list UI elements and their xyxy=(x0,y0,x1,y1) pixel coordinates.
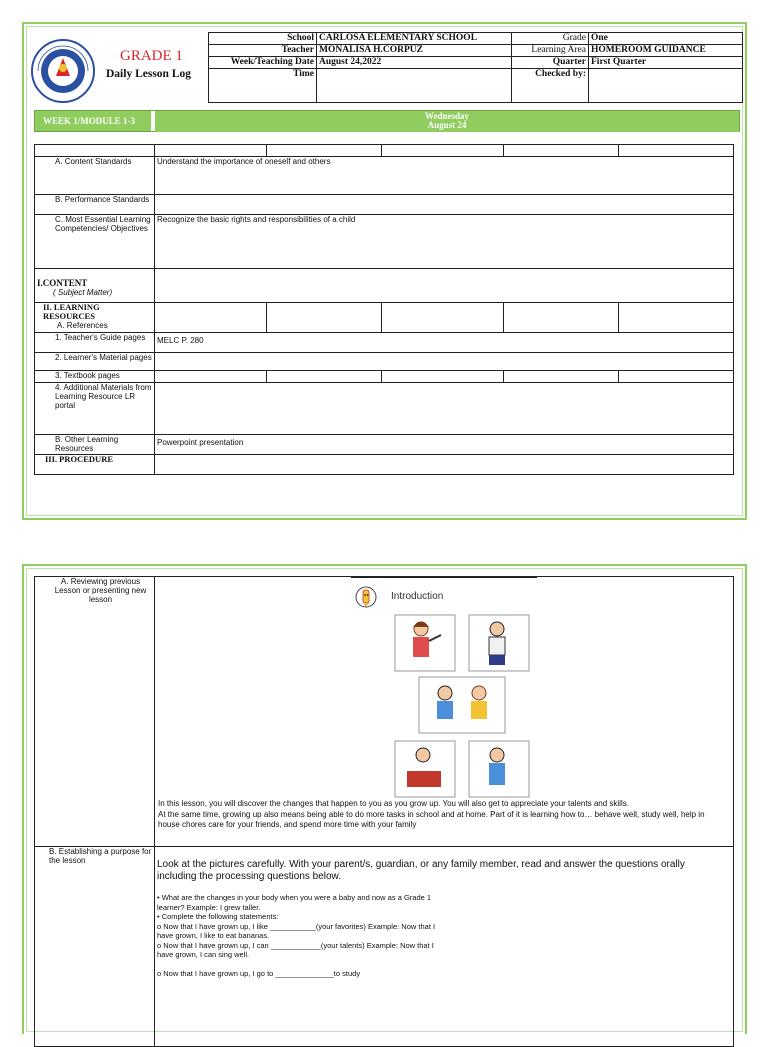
teachers-guide-value: MELC P. 280 xyxy=(155,333,734,353)
purpose-list-item: • What are the changes in your body when you were a baby and now as a Grade 1 learner? Example: I grew taller. xyxy=(157,893,432,912)
teachers-guide-label: 1. Teacher's Guide pages xyxy=(35,333,155,353)
purpose-list xyxy=(157,893,447,978)
introduction-text: In this lesson, you will discover the changes that happen to you as you grow up. You will also get to appreciate your talents and skills. At the same time, growing up also means being able to do more tasks in school and at home. Part of it is learning how to… behave well, study well, help in house chores care for your friends, and spend more time with your family xyxy=(158,799,705,829)
learning-resources-label: II. LEARNING RESOURCES xyxy=(43,302,100,321)
pencil-mascot-icon xyxy=(355,586,377,608)
procedure-label: III. PROCEDURE xyxy=(35,455,155,475)
intro-header xyxy=(351,577,537,610)
week-module-bar xyxy=(34,110,740,132)
checked-by-label: Checked by: xyxy=(512,69,589,103)
procedure-table xyxy=(34,576,734,1047)
school-label: School xyxy=(209,33,317,45)
grade-title: GRADE 1 xyxy=(120,48,183,64)
week-date-value: August 24,2022 xyxy=(317,57,512,69)
content-label-cell xyxy=(35,269,155,303)
grade-label: Grade xyxy=(512,33,589,45)
learners-material-label: 2. Learner's Material pages xyxy=(35,353,155,371)
kids-illustrations xyxy=(393,613,533,799)
other-resources-value: Powerpoint presentation xyxy=(155,435,734,455)
time-label: Time xyxy=(209,69,317,103)
establishing-purpose-cell xyxy=(155,847,734,1047)
lesson-log-page-1 xyxy=(22,22,747,520)
textbook-pages-label: 3. Textbook pages xyxy=(35,371,155,383)
learning-area-value: HOMEROOM GUIDANCE xyxy=(589,45,743,57)
performance-standards-value xyxy=(155,195,734,215)
competencies-label: C. Most Essential Learning Competencies/ Objectives xyxy=(35,215,155,269)
grade-value: One xyxy=(589,33,743,45)
additional-materials-label: 4. Additional Materials from Learning Resource LR portal xyxy=(35,383,155,435)
teacher-value: MONALISA H.CORPUZ xyxy=(317,45,512,57)
content-standards-value: Understand the importance of oneself and others xyxy=(155,157,734,195)
blank-cell xyxy=(35,145,155,157)
learning-area-label: Learning Area xyxy=(512,45,589,57)
quarter-label: Quarter xyxy=(512,57,589,69)
daily-lesson-log-subtitle: Daily Lesson Log xyxy=(106,68,191,80)
date-label: August 24 xyxy=(427,120,467,130)
performance-standards-label: B. Performance Standards xyxy=(35,195,155,215)
school-value: CARLOSA ELEMENTARY SCHOOL xyxy=(317,33,512,45)
purpose-list-item: o Now that I have grown up, I can ____________(your talents) Example: Now that I have grown, I can sing well. xyxy=(157,940,434,959)
quarter-value: First Quarter xyxy=(589,57,743,69)
learning-resources-label-cell xyxy=(35,303,155,333)
lesson-content-table xyxy=(34,144,734,475)
deped-seal-logo xyxy=(30,38,96,104)
introduction-title: Introduction xyxy=(391,591,444,602)
day-date-header xyxy=(155,111,739,132)
reviewing-lesson-label: A. Reviewing previous Lesson or presenting new lesson xyxy=(35,577,155,847)
time-value xyxy=(317,69,512,103)
references-label: A. References xyxy=(57,321,108,330)
checked-by-value xyxy=(589,69,743,103)
establishing-purpose-label: B. Establishing a purpose for the lesson xyxy=(35,847,155,1047)
purpose-list-item: o Now that I have grown up, I go to ______________to study xyxy=(157,968,361,978)
content-label: I.CONTENT xyxy=(37,278,88,288)
purpose-list-item: o Now that I have grown up, I like ___________(your favorites) Example: Now that I have grown, I like to eat bananas. xyxy=(157,921,436,940)
teacher-label: Teacher xyxy=(209,45,317,57)
week-module-label: WEEK 1/MODULE 1-3 xyxy=(35,111,151,131)
purpose-list-item xyxy=(157,960,447,969)
week-date-label: Week/Teaching Date xyxy=(209,57,317,69)
introduction-cell xyxy=(155,577,734,847)
purpose-list-item: • Complete the following statements: xyxy=(157,912,279,921)
day-label: Wednesday xyxy=(424,111,469,121)
competencies-value: Recognize the basic rights and responsibilities of a child xyxy=(155,215,734,269)
subject-matter-label: ( Subject Matter) xyxy=(53,288,113,297)
purpose-lead-text: Look at the pictures carefully. With your parent/s, guardian, or any family member, read and answer the questions orally including the processing questions below. xyxy=(157,859,685,882)
content-standards-label: A. Content Standards xyxy=(35,157,155,195)
other-resources-label: B. Other Learning Resources xyxy=(35,435,155,455)
lesson-log-page-2 xyxy=(22,564,747,1034)
header-info-table xyxy=(208,32,743,103)
